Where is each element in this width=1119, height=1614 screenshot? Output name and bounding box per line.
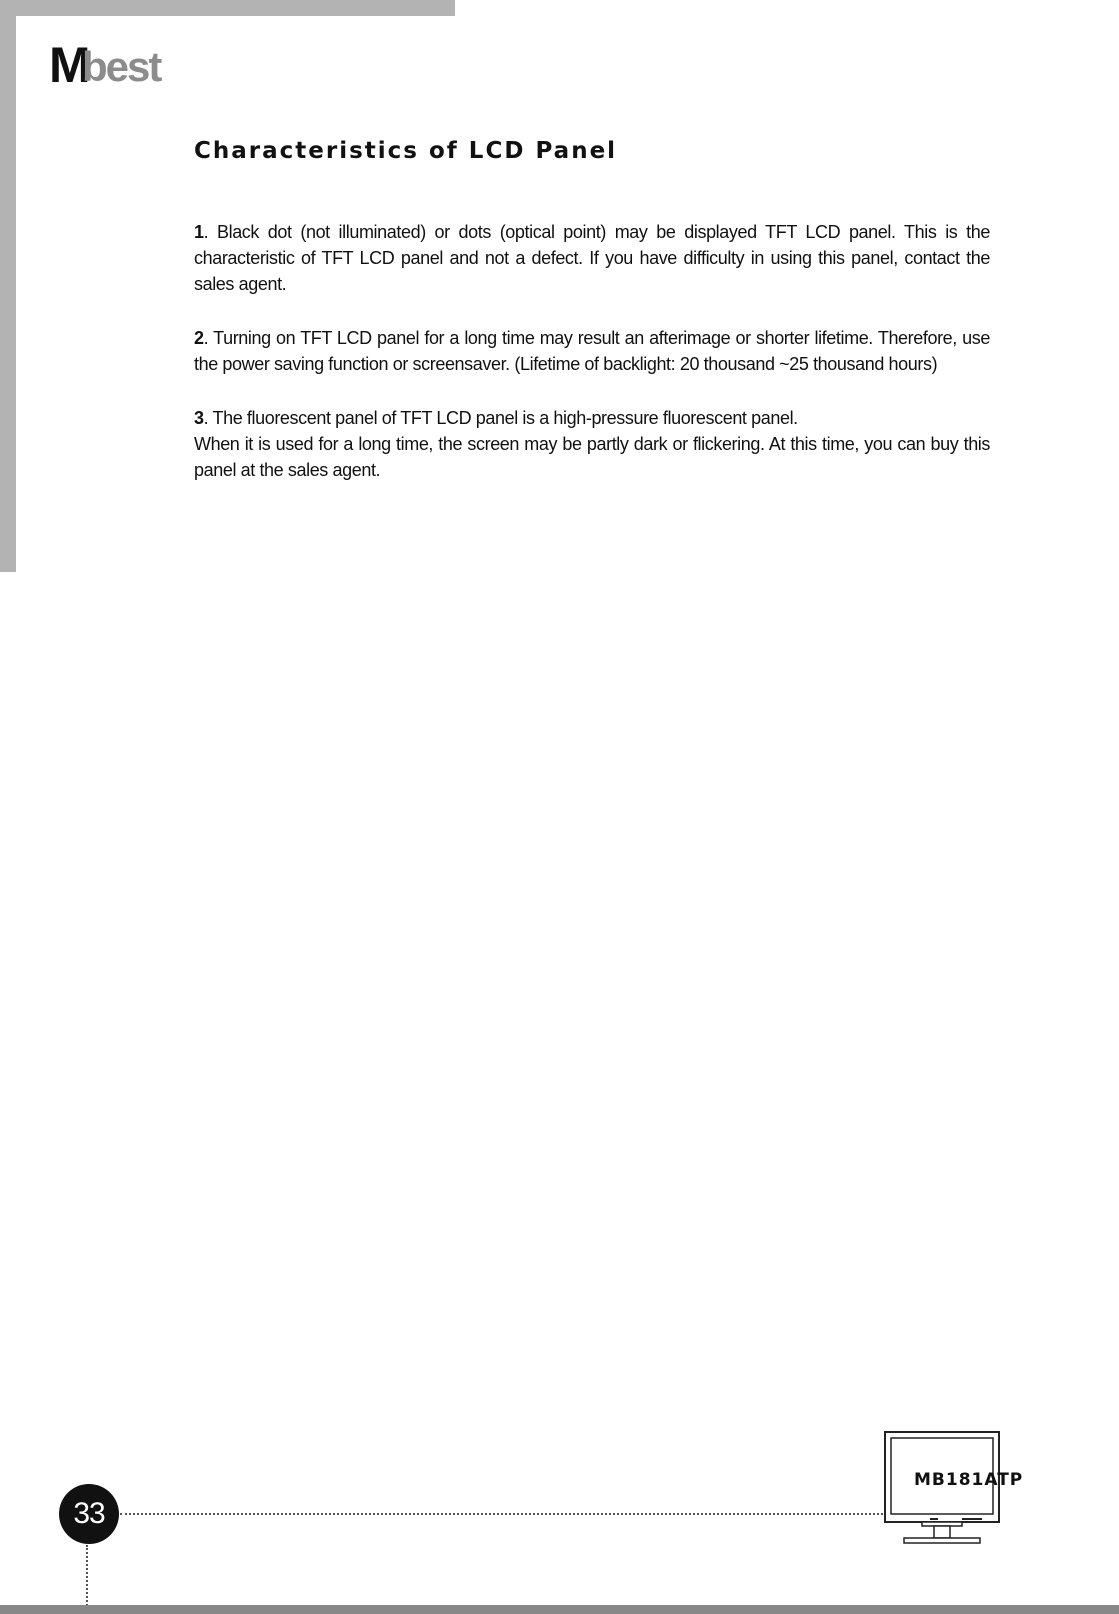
- list-item: [194, 325, 990, 377]
- item-number: 1: [194, 222, 204, 242]
- monitor-icon: [882, 1430, 1002, 1550]
- page-number: 33: [73, 1497, 105, 1530]
- content-body: [194, 219, 990, 511]
- logo-letter-m: M: [49, 37, 88, 93]
- logo-text-best: best: [82, 43, 161, 90]
- item-text: . Turning on TFT LCD panel for a long time may result an afterimage or shorter lifetime. Therefore, use the power saving function or screensaver. (Lifetime of backlight: 20 thousand ~25 thousand hours): [194, 328, 990, 374]
- item-number: 2: [194, 328, 204, 348]
- page-title: Characteristics of LCD Panel: [194, 138, 618, 164]
- list-item: [194, 405, 990, 483]
- top-frame-bar: [0, 0, 455, 16]
- item-text: . Black dot (not illuminated) or dots (optical point) may be displayed TFT LCD panel. This is the characteristic of TFT LCD panel and not a defect. If you have difficulty in using this panel, contact the sales agent.: [194, 222, 990, 294]
- bottom-frame-bar: [0, 1605, 1119, 1614]
- model-label: MB181ATP: [914, 1470, 1024, 1490]
- item-number: 3: [194, 408, 204, 428]
- list-item: [194, 219, 990, 297]
- item-text: . The fluorescent panel of TFT LCD panel is a high-pressure fluorescent panel.: [203, 408, 798, 428]
- item-text-continued: When it is used for a long time, the screen may be partly dark or flickering. At this time, you can buy this panel at the sales agent.: [194, 434, 990, 480]
- page-number-badge: [59, 1484, 119, 1544]
- dotted-leader-line: [120, 1513, 883, 1515]
- left-frame-bar: [0, 0, 16, 572]
- dotted-vertical-line: [86, 1545, 88, 1614]
- mbest-logo: [49, 37, 199, 93]
